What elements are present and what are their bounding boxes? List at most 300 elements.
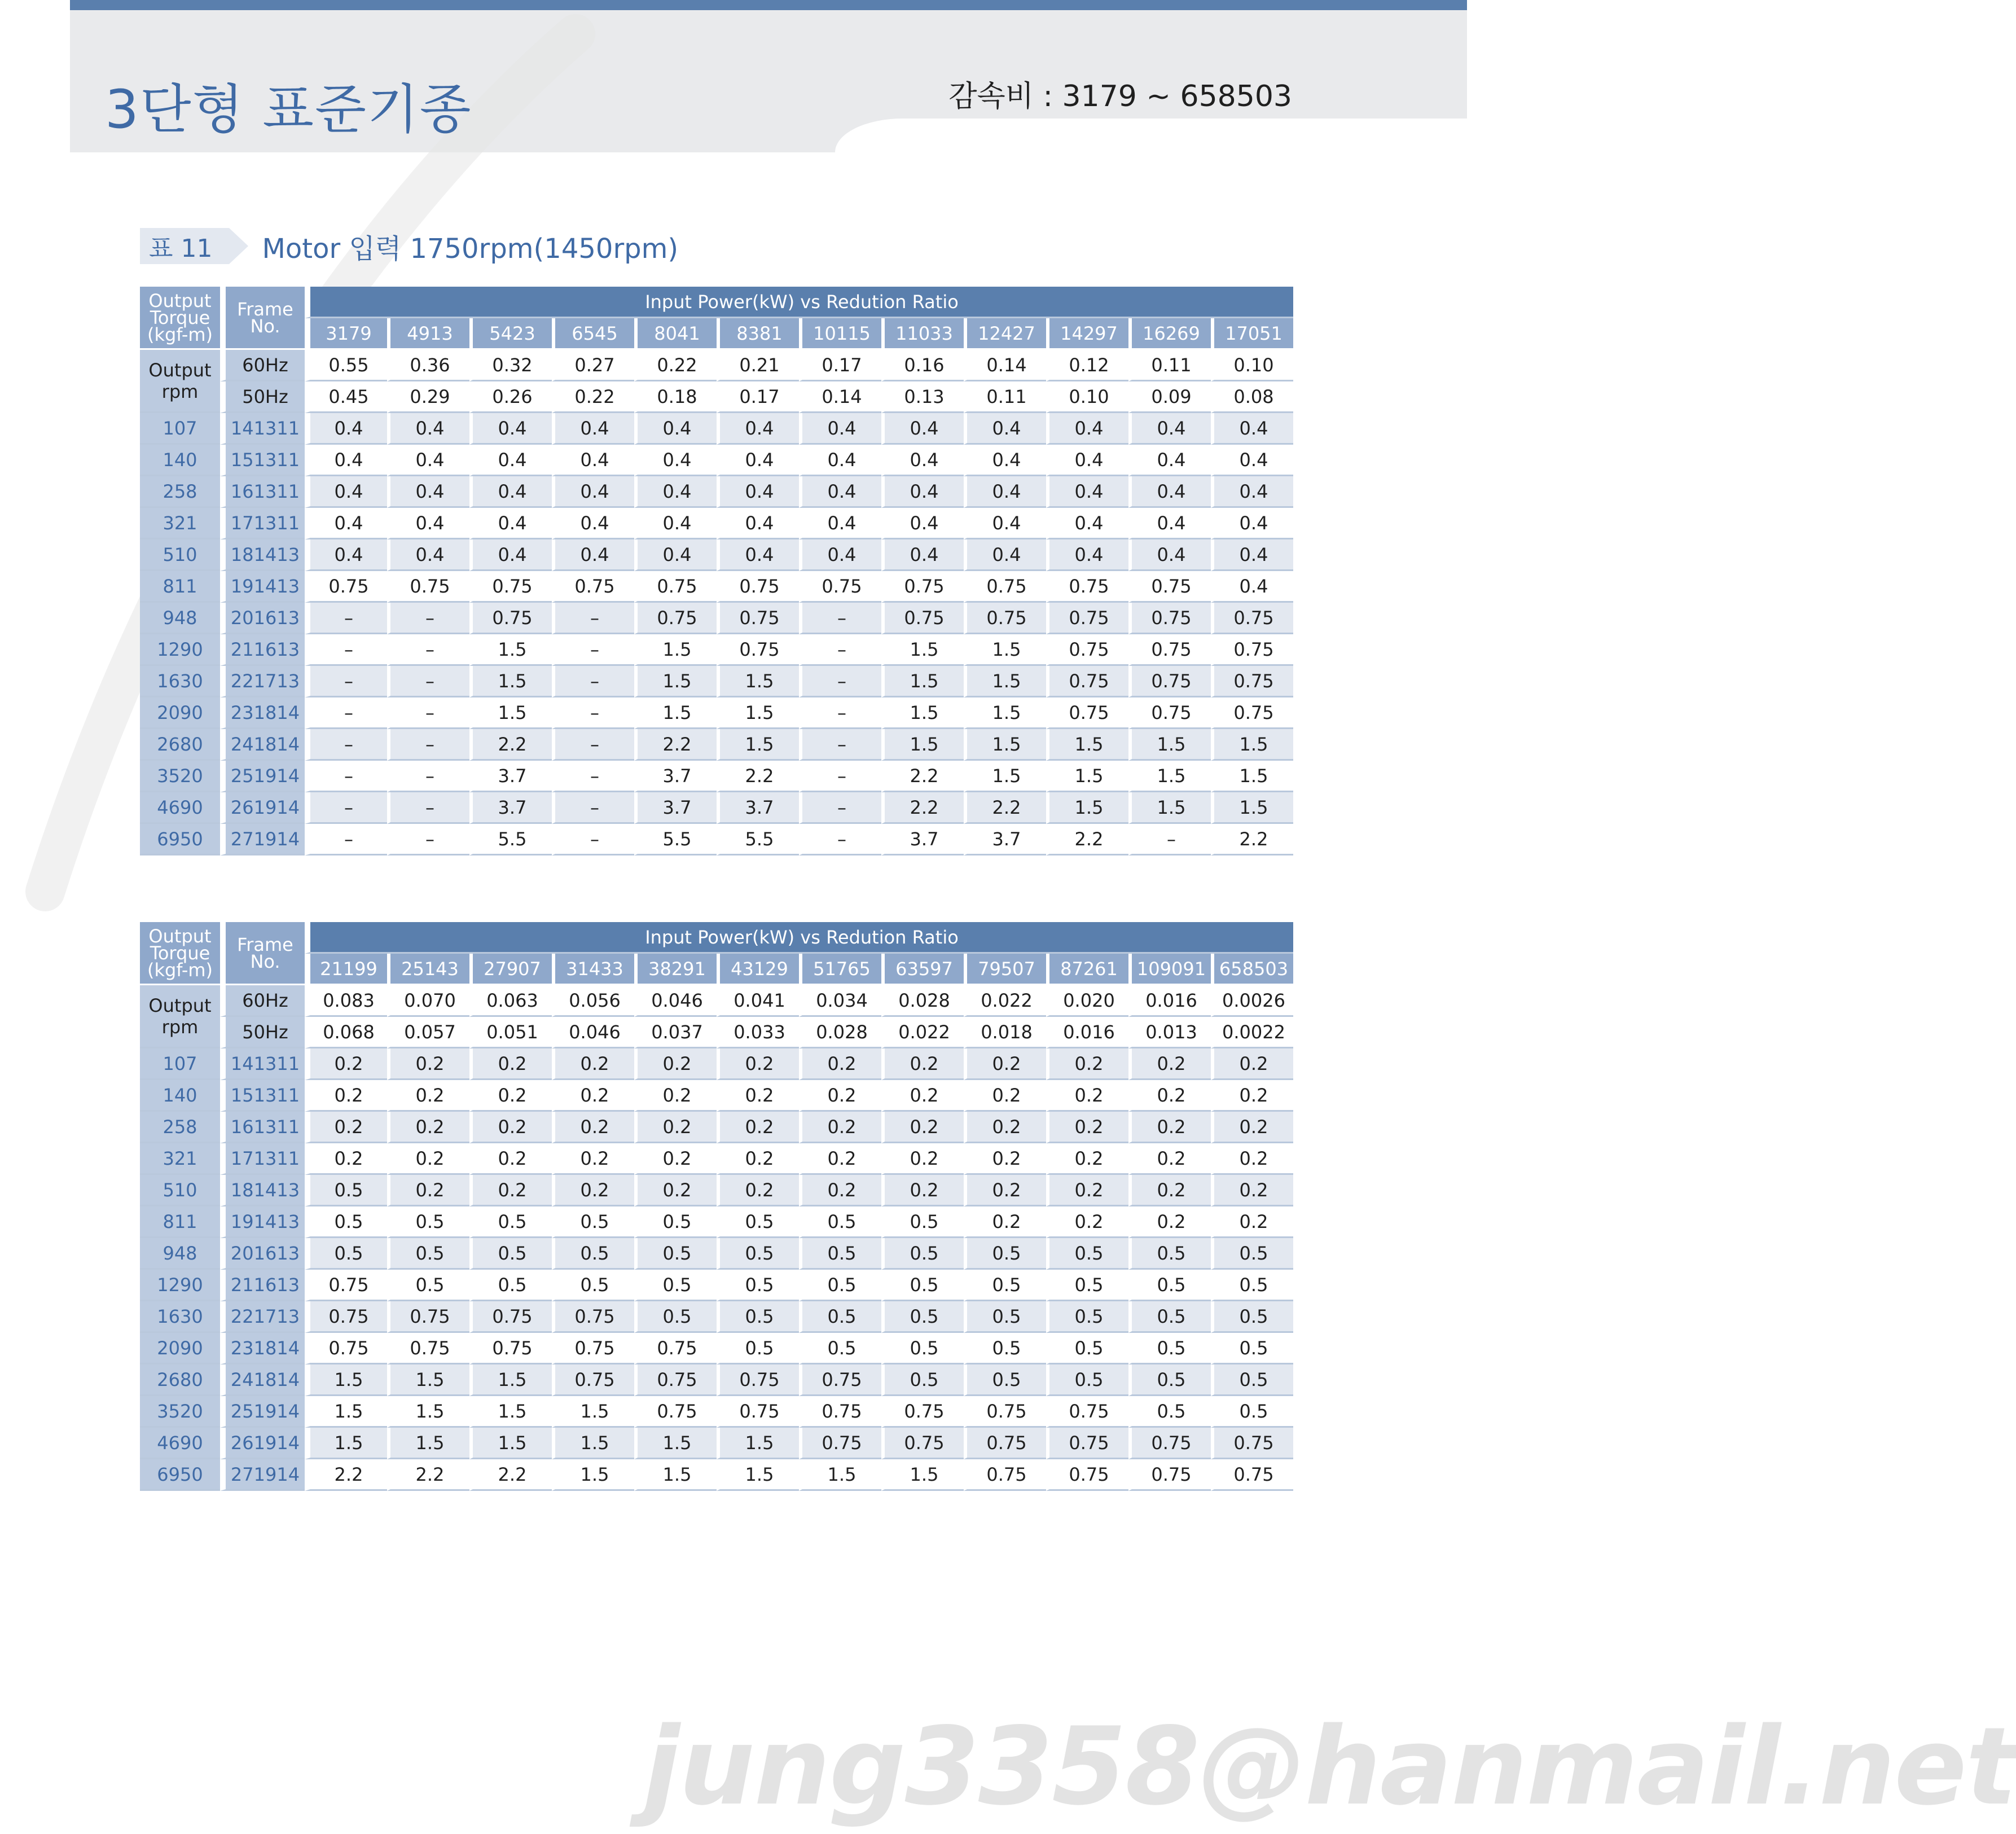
- power-value: 2.2: [469, 1459, 552, 1491]
- power-value: 1.5: [1128, 729, 1211, 761]
- power-value: 0.5: [881, 1238, 964, 1270]
- table-number-badge: 표 11: [140, 228, 229, 264]
- power-value: 0.2: [469, 1112, 552, 1143]
- power-value: 0.75: [1128, 634, 1211, 666]
- ratio-header: 17051: [1211, 318, 1293, 350]
- power-value: 0.5: [1211, 1333, 1293, 1364]
- power-value: 0.4: [717, 508, 799, 539]
- torque-value: 948: [140, 603, 220, 634]
- power-value: 0.75: [387, 1333, 469, 1364]
- power-value: 0.2: [387, 1080, 469, 1112]
- power-value: 0.75: [964, 1396, 1046, 1428]
- power-value: 0.2: [1046, 1175, 1128, 1206]
- power-value: 0.2: [552, 1080, 634, 1112]
- power-value: 0.5: [305, 1175, 387, 1206]
- power-value: 0.75: [881, 1396, 964, 1428]
- power-value: 1.5: [881, 729, 964, 761]
- power-value: 2.2: [1046, 824, 1128, 855]
- ratio-header: 4913: [387, 318, 469, 350]
- table-row: [140, 1206, 1293, 1238]
- power-value: 0.75: [469, 571, 552, 603]
- power-value: 1.5: [717, 729, 799, 761]
- power-value: 0.4: [634, 539, 717, 571]
- power-value: –: [552, 634, 634, 666]
- power-value: 5.5: [634, 824, 717, 855]
- power-value: 1.5: [634, 634, 717, 666]
- power-value: 0.2: [1046, 1080, 1128, 1112]
- power-value: 0.75: [881, 1428, 964, 1459]
- table-row: [140, 508, 1293, 539]
- power-value: 0.2: [1046, 1048, 1128, 1080]
- power-value: 0.4: [964, 508, 1046, 539]
- power-value: 0.4: [552, 445, 634, 476]
- power-value: –: [799, 824, 881, 855]
- rpm-value: 0.018: [964, 1017, 1046, 1048]
- rpm-value: 0.17: [799, 350, 881, 381]
- torque-value: 140: [140, 1080, 220, 1112]
- power-value: 0.5: [1211, 1270, 1293, 1301]
- power-value: 1.5: [1128, 792, 1211, 824]
- power-value: 1.5: [552, 1428, 634, 1459]
- frame-value: 151311: [220, 1080, 305, 1112]
- power-value: 1.5: [1211, 729, 1293, 761]
- power-value: 0.75: [1211, 666, 1293, 697]
- power-value: 0.5: [552, 1270, 634, 1301]
- power-value: –: [387, 697, 469, 729]
- power-value: 0.2: [387, 1175, 469, 1206]
- torque-value: 1290: [140, 634, 220, 666]
- power-value: 0.2: [469, 1175, 552, 1206]
- power-value: 0.4: [634, 476, 717, 508]
- power-value: 0.5: [1046, 1364, 1128, 1396]
- power-value: 0.5: [964, 1238, 1046, 1270]
- power-value: 0.2: [881, 1112, 964, 1143]
- power-value: 2.2: [881, 761, 964, 792]
- power-value: 0.5: [1128, 1270, 1211, 1301]
- power-value: –: [552, 666, 634, 697]
- power-value: 0.5: [634, 1301, 717, 1333]
- power-value: 0.75: [1128, 603, 1211, 634]
- power-value: 1.5: [717, 666, 799, 697]
- power-value: 0.4: [469, 445, 552, 476]
- power-value: 0.5: [634, 1238, 717, 1270]
- power-value: 1.5: [1211, 761, 1293, 792]
- frame-value: 271914: [220, 1459, 305, 1491]
- power-value: 1.5: [1046, 729, 1128, 761]
- power-value: –: [305, 729, 387, 761]
- power-value: 1.5: [964, 761, 1046, 792]
- power-value: 0.75: [1128, 571, 1211, 603]
- frame-value: 181413: [220, 1175, 305, 1206]
- table-row: [140, 697, 1293, 729]
- hz50-label: 50Hz: [220, 1017, 305, 1048]
- power-value: 0.4: [717, 445, 799, 476]
- power-value: 0.4: [305, 445, 387, 476]
- power-value: 0.2: [634, 1143, 717, 1175]
- power-value: 0.4: [1046, 539, 1128, 571]
- power-value: 0.75: [799, 1396, 881, 1428]
- watermark-email: jung3358@hanmail.net: [643, 1704, 2016, 1829]
- torque-value: 258: [140, 1112, 220, 1143]
- power-value: 0.75: [469, 1301, 552, 1333]
- rpm-value: 0.022: [881, 1017, 964, 1048]
- table-row: [140, 824, 1293, 855]
- rpm-value: 0.22: [552, 381, 634, 413]
- power-value: 0.2: [1211, 1080, 1293, 1112]
- frame-value: 171311: [220, 1143, 305, 1175]
- power-value: 0.5: [1211, 1238, 1293, 1270]
- power-value: 1.5: [552, 1396, 634, 1428]
- frame-value: 201613: [220, 1238, 305, 1270]
- power-value: 0.75: [717, 603, 799, 634]
- power-value: 1.5: [881, 697, 964, 729]
- power-value: –: [1128, 824, 1211, 855]
- power-value: 0.2: [552, 1175, 634, 1206]
- power-value: 0.2: [634, 1080, 717, 1112]
- power-value: –: [305, 603, 387, 634]
- power-value: 0.4: [305, 539, 387, 571]
- power-value: 0.75: [1211, 697, 1293, 729]
- power-value: –: [552, 761, 634, 792]
- power-value: 0.5: [634, 1206, 717, 1238]
- power-value: 0.4: [469, 508, 552, 539]
- power-value: 0.5: [1128, 1396, 1211, 1428]
- power-value: 0.5: [469, 1270, 552, 1301]
- rpm-value: 0.11: [964, 381, 1046, 413]
- power-value: 0.4: [799, 508, 881, 539]
- power-value: 0.2: [964, 1048, 1046, 1080]
- power-value: 0.4: [964, 539, 1046, 571]
- ratio-header: 11033: [881, 318, 964, 350]
- power-value: –: [799, 634, 881, 666]
- power-value: 1.5: [305, 1396, 387, 1428]
- rpm-value: 0.0026: [1211, 985, 1293, 1017]
- power-value: –: [552, 603, 634, 634]
- power-value: 0.2: [469, 1143, 552, 1175]
- power-value: 0.75: [1046, 603, 1128, 634]
- power-value: 0.2: [552, 1112, 634, 1143]
- rpm-value: 0.016: [1046, 1017, 1128, 1048]
- frame-value: 231814: [220, 1333, 305, 1364]
- table-row: [140, 634, 1293, 666]
- power-value: 0.5: [387, 1270, 469, 1301]
- power-value: 0.5: [1211, 1396, 1293, 1428]
- torque-value: 6950: [140, 1459, 220, 1491]
- power-value: 3.7: [881, 824, 964, 855]
- rpm-value: 0.14: [964, 350, 1046, 381]
- power-value: –: [387, 792, 469, 824]
- power-value: –: [387, 666, 469, 697]
- power-value: 0.2: [552, 1048, 634, 1080]
- spec-table-2: [140, 922, 1293, 1491]
- power-value: 0.75: [964, 1428, 1046, 1459]
- power-value: 0.4: [964, 413, 1046, 445]
- power-value: 0.4: [552, 539, 634, 571]
- rpm-value: 0.09: [1128, 381, 1211, 413]
- rpm-value: 0.45: [305, 381, 387, 413]
- power-value: 1.5: [717, 1428, 799, 1459]
- power-value: –: [552, 729, 634, 761]
- ratio-header: 38291: [634, 954, 717, 985]
- power-value: 2.2: [964, 792, 1046, 824]
- power-value: 0.2: [799, 1112, 881, 1143]
- frame-value: 171311: [220, 508, 305, 539]
- table-row: [140, 539, 1293, 571]
- power-value: 1.5: [1046, 792, 1128, 824]
- table-row: [140, 476, 1293, 508]
- torque-value: 321: [140, 508, 220, 539]
- torque-value: 2090: [140, 1333, 220, 1364]
- power-value: 0.5: [1128, 1238, 1211, 1270]
- power-value: 0.4: [1128, 476, 1211, 508]
- power-value: 0.2: [1211, 1143, 1293, 1175]
- power-value: 0.75: [881, 603, 964, 634]
- rpm-value: 0.36: [387, 350, 469, 381]
- power-value: 0.75: [1211, 634, 1293, 666]
- rpm-value: 0.020: [1046, 985, 1128, 1017]
- power-value: 0.4: [634, 413, 717, 445]
- power-value: 0.5: [964, 1364, 1046, 1396]
- power-value: –: [552, 824, 634, 855]
- power-value: 0.2: [634, 1048, 717, 1080]
- table-row: [140, 1459, 1293, 1491]
- table-row: [140, 1080, 1293, 1112]
- power-value: 0.75: [305, 1333, 387, 1364]
- ratio-header: 27907: [469, 954, 552, 985]
- power-value: 0.5: [552, 1206, 634, 1238]
- table-title: Motor 입력 1750rpm(1450rpm): [262, 232, 679, 265]
- frame-value: 221713: [220, 666, 305, 697]
- power-value: 1.5: [881, 1459, 964, 1491]
- torque-header: Output Torque (kgf-m): [140, 287, 220, 350]
- rpm-value: 0.0022: [1211, 1017, 1293, 1048]
- rpm-value: 0.22: [634, 350, 717, 381]
- table-row: [140, 1048, 1293, 1080]
- rpm-value: 0.32: [469, 350, 552, 381]
- power-value: 1.5: [552, 1459, 634, 1491]
- frame-header: Frame No.: [220, 922, 305, 985]
- power-value: 0.2: [881, 1048, 964, 1080]
- power-value: 0.4: [387, 539, 469, 571]
- power-value: 0.75: [717, 1364, 799, 1396]
- frame-header: Frame No.: [220, 287, 305, 350]
- power-value: 0.75: [964, 1459, 1046, 1491]
- frame-value: 141311: [220, 1048, 305, 1080]
- power-value: 0.4: [552, 508, 634, 539]
- power-value: 0.75: [469, 1333, 552, 1364]
- ratio-header: 8381: [717, 318, 799, 350]
- rpm-value: 0.083: [305, 985, 387, 1017]
- power-value: 0.2: [552, 1143, 634, 1175]
- torque-value: 321: [140, 1143, 220, 1175]
- torque-value: 948: [140, 1238, 220, 1270]
- power-value: 0.4: [387, 445, 469, 476]
- spec-table-1: [140, 287, 1293, 855]
- ratio-header: 87261: [1046, 954, 1128, 985]
- power-value: 0.5: [1128, 1364, 1211, 1396]
- power-value: 1.5: [387, 1396, 469, 1428]
- table-row: [140, 666, 1293, 697]
- power-value: 0.2: [717, 1048, 799, 1080]
- power-value: –: [799, 761, 881, 792]
- power-value: 0.2: [1128, 1112, 1211, 1143]
- power-value: 0.2: [1211, 1206, 1293, 1238]
- output-rpm-label: Output rpm: [140, 350, 220, 413]
- power-value: 0.4: [1128, 539, 1211, 571]
- table-row: [140, 1238, 1293, 1270]
- power-value: 0.2: [1128, 1175, 1211, 1206]
- power-value: 2.2: [469, 729, 552, 761]
- ratio-header: 14297: [1046, 318, 1128, 350]
- power-value: 0.5: [1046, 1333, 1128, 1364]
- table-row: [140, 1364, 1293, 1396]
- power-value: 0.2: [1128, 1206, 1211, 1238]
- rpm-value: 0.14: [799, 381, 881, 413]
- rpm-value: 0.028: [799, 1017, 881, 1048]
- power-value: 0.75: [717, 1396, 799, 1428]
- power-value: 0.4: [469, 539, 552, 571]
- power-value: 0.4: [881, 508, 964, 539]
- power-value: 1.5: [469, 1396, 552, 1428]
- power-value: 1.5: [387, 1428, 469, 1459]
- power-value: 0.4: [717, 413, 799, 445]
- power-value: 1.5: [881, 666, 964, 697]
- power-value: 0.75: [799, 571, 881, 603]
- power-value: 0.75: [964, 571, 1046, 603]
- power-value: 0.5: [881, 1270, 964, 1301]
- power-value: 0.4: [1211, 445, 1293, 476]
- rpm-value: 0.068: [305, 1017, 387, 1048]
- power-value: 0.4: [799, 413, 881, 445]
- power-value: 0.4: [387, 508, 469, 539]
- power-value: 3.7: [634, 761, 717, 792]
- power-value: 2.2: [881, 792, 964, 824]
- power-value: 0.5: [1046, 1238, 1128, 1270]
- power-value: 0.2: [1211, 1048, 1293, 1080]
- power-value: 0.5: [1211, 1301, 1293, 1333]
- torque-value: 3520: [140, 1396, 220, 1428]
- rpm-value: 0.26: [469, 381, 552, 413]
- power-value: –: [799, 666, 881, 697]
- ratio-header: 658503: [1211, 954, 1293, 985]
- power-value: 1.5: [469, 1364, 552, 1396]
- power-value: 0.2: [1046, 1143, 1128, 1175]
- rpm-value: 0.11: [1128, 350, 1211, 381]
- table-row: [140, 729, 1293, 761]
- frame-value: 271914: [220, 824, 305, 855]
- power-value: 0.4: [1128, 445, 1211, 476]
- ratio-header: 6545: [552, 318, 634, 350]
- power-value: –: [552, 792, 634, 824]
- power-value: 0.5: [799, 1206, 881, 1238]
- power-value: 0.2: [387, 1048, 469, 1080]
- power-value: 0.5: [552, 1238, 634, 1270]
- table-row: [140, 603, 1293, 634]
- frame-value: 161311: [220, 476, 305, 508]
- power-value: –: [305, 666, 387, 697]
- power-value: 0.4: [634, 508, 717, 539]
- rpm-value: 0.27: [552, 350, 634, 381]
- power-value: 1.5: [964, 729, 1046, 761]
- power-value: 0.75: [1046, 666, 1128, 697]
- power-value: 0.4: [717, 539, 799, 571]
- power-value: 0.5: [1128, 1333, 1211, 1364]
- power-value: 1.5: [964, 666, 1046, 697]
- power-value: 0.2: [881, 1080, 964, 1112]
- power-value: 0.75: [1211, 1428, 1293, 1459]
- power-value: 1.5: [634, 697, 717, 729]
- torque-value: 811: [140, 571, 220, 603]
- torque-header: Output Torque (kgf-m): [140, 922, 220, 985]
- power-value: 1.5: [964, 634, 1046, 666]
- power-value: –: [305, 697, 387, 729]
- torque-value: 3520: [140, 761, 220, 792]
- power-value: 0.5: [469, 1206, 552, 1238]
- rpm-value: 0.057: [387, 1017, 469, 1048]
- ratio-header: 63597: [881, 954, 964, 985]
- power-value: 0.75: [1046, 571, 1128, 603]
- power-value: 0.75: [387, 1301, 469, 1333]
- table-row: [140, 792, 1293, 824]
- power-value: 0.4: [1211, 413, 1293, 445]
- power-value: 0.2: [717, 1080, 799, 1112]
- power-value: 0.5: [964, 1301, 1046, 1333]
- power-value: 0.4: [964, 476, 1046, 508]
- power-value: 2.2: [387, 1459, 469, 1491]
- power-value: 0.2: [799, 1143, 881, 1175]
- rpm-value: 0.033: [717, 1017, 799, 1048]
- rpm-value: 0.037: [634, 1017, 717, 1048]
- power-value: 0.5: [1128, 1301, 1211, 1333]
- table-row: [140, 413, 1293, 445]
- rpm-value: 0.046: [552, 1017, 634, 1048]
- power-value: 0.2: [799, 1048, 881, 1080]
- power-value: –: [305, 792, 387, 824]
- rpm-value: 0.12: [1046, 350, 1128, 381]
- power-value: 1.5: [634, 666, 717, 697]
- torque-value: 1630: [140, 666, 220, 697]
- frame-value: 141311: [220, 413, 305, 445]
- frame-value: 211613: [220, 1270, 305, 1301]
- torque-value: 811: [140, 1206, 220, 1238]
- power-value: 1.5: [634, 1428, 717, 1459]
- frame-value: 181413: [220, 539, 305, 571]
- power-value: 0.4: [881, 445, 964, 476]
- power-value: 0.4: [799, 445, 881, 476]
- power-value: 0.4: [799, 476, 881, 508]
- power-value: 1.5: [469, 634, 552, 666]
- power-value: 0.4: [1046, 476, 1128, 508]
- power-value: 0.2: [1128, 1143, 1211, 1175]
- power-value: 0.2: [1211, 1175, 1293, 1206]
- power-value: 0.4: [1046, 445, 1128, 476]
- power-value: –: [552, 697, 634, 729]
- torque-value: 4690: [140, 792, 220, 824]
- power-value: 0.4: [881, 476, 964, 508]
- power-value: 0.2: [387, 1112, 469, 1143]
- power-value: 0.75: [1128, 666, 1211, 697]
- power-value: 0.4: [1046, 508, 1128, 539]
- power-value: 0.4: [1211, 508, 1293, 539]
- torque-value: 4690: [140, 1428, 220, 1459]
- power-value: 5.5: [469, 824, 552, 855]
- power-value: 0.2: [799, 1175, 881, 1206]
- ratio-header: 8041: [634, 318, 717, 350]
- rpm-value: 0.028: [881, 985, 964, 1017]
- ratio-header: 51765: [799, 954, 881, 985]
- power-value: 0.75: [717, 634, 799, 666]
- hz60-label: 60Hz: [220, 350, 305, 381]
